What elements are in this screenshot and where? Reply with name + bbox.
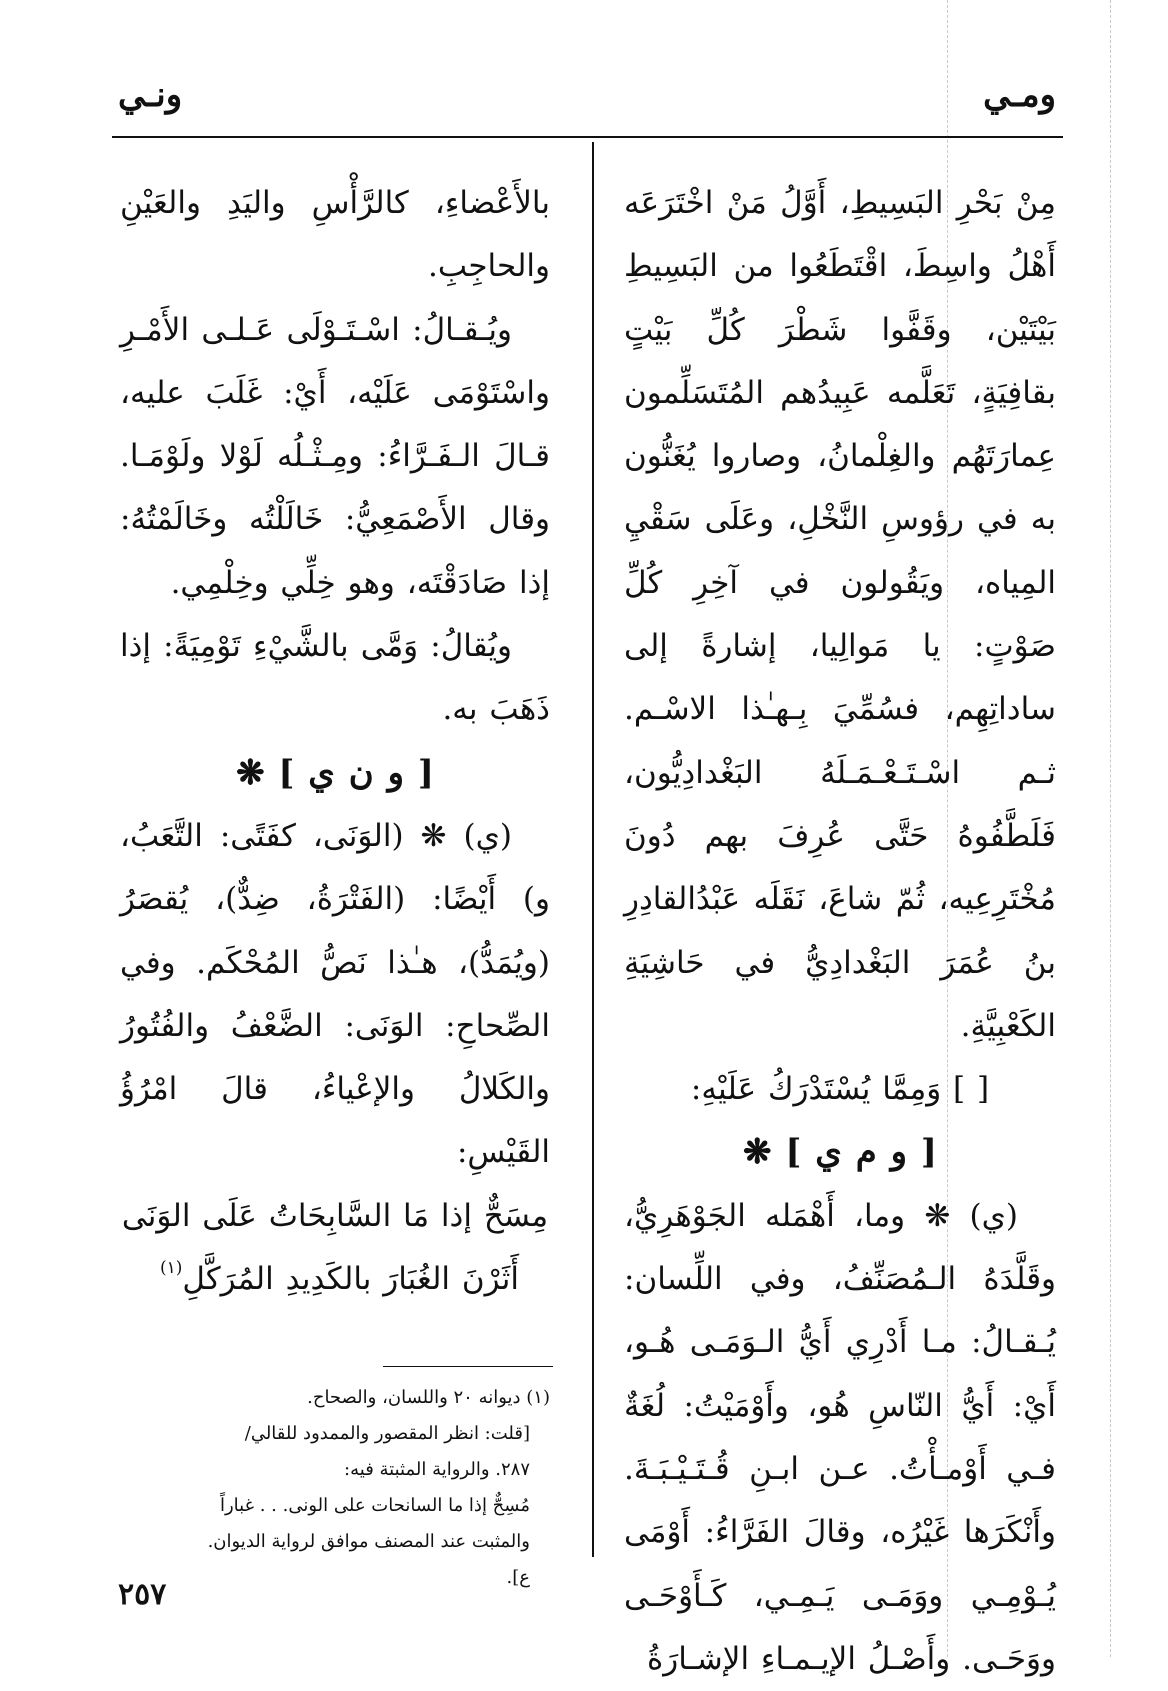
text-line: عَبْدُالقادِرِ بنُ عُمَرَ البَغْدادِيُّ في	[624, 881, 1057, 981]
text-line: الصِّحاحِ: الوَنَى: الضَّعْفُ والفُتُورُ	[120, 1007, 550, 1044]
paragraph-tawmiya	[120, 615, 550, 742]
running-head-right: ومـي	[983, 75, 1056, 115]
column-divider	[592, 142, 594, 1557]
text-line: يُـقـالُ: مـا أَدْرِي أَيُّ الـوَمَـى هُـو،	[624, 1324, 1056, 1361]
paragraph-wany	[120, 805, 550, 1185]
text-line: وقَلَّدَهُ الـمُصَنِّفُ، وفي اللِّسان:	[624, 1261, 1056, 1298]
left-column	[120, 172, 550, 1311]
text-line: ذَهَبَ به.	[442, 691, 550, 728]
running-head-left: ونـي	[118, 75, 183, 115]
text-line: والحاجِبِ.	[428, 248, 550, 285]
entry-heading-wny: [ و ن ي ] ❋	[236, 752, 434, 793]
verse-line-1: مِسَحٌّ إذا مَا السَّابِحَاتُ عَلَى الوَنَى	[121, 1197, 549, 1234]
header-rule	[112, 136, 1063, 138]
footnote-rule	[383, 1366, 553, 1367]
text-line: (ويُمَدُّ)، هـٰذا نَصُّ المُحْكَم. وفي	[120, 944, 550, 981]
footnote-line: مُسِحٌّ إذا ما السانحات على الونى. . . غباراً	[219, 1495, 530, 1516]
paragraph-aadaa	[120, 172, 550, 299]
text-line: رؤوسِ النَّخْلِ، وعَلَى سَقْيِ المِياه،	[624, 501, 1056, 601]
text-line: فـي أَوْمـأْتُ. عـن ابـنِ قُـتَـيْـبَـةَ.	[624, 1450, 1056, 1487]
verse-line-2	[120, 1248, 550, 1311]
text-line: تَعَلَّمه عَبِيدُهم المُتَسَلِّمون عِمارَتَهُم	[624, 374, 1056, 475]
text-line: ووَحَـى. وأَصْـلُ الإيـمـاءِ الإشـارَةُ	[647, 1640, 1056, 1677]
text-line: ويُـقـالُ: اسْـتَـوْلَى عَـلـى الأَمْـرِ	[120, 311, 512, 348]
paragraph-mawaliya	[624, 172, 1056, 1058]
text-line: إذا صَادَقْتَه، وهو خِلِّي وخِلْمِي.	[170, 564, 550, 601]
text-line: والغِلْمانُ، وصاروا يُغَنُّون به في	[624, 438, 1056, 538]
text-line: وأَنْكَرَها غَيْرُه، وقالَ الفَرَّاءُ: أَوْمَى	[624, 1514, 1056, 1551]
text-line: بَيْتَيْن، وقَفَّوا شَطْرَ كُلِّ بَيْتٍ بقافِيَةٍ،	[624, 311, 1056, 411]
footnote-line: [قلت: انظر المقصور والممدود للقالي/	[244, 1423, 530, 1444]
text-line: أَيْ: أَيُّ النّاسِ هُو، وأَوْمَيْتُ: لُغَةٌ	[624, 1387, 1056, 1424]
page-number: ٢٥٧	[118, 1577, 167, 1612]
footnotes	[120, 1380, 550, 1596]
text-line: (ي) ❋ (الوَنَى، كفَتًى: التَّعَبُ،	[120, 817, 512, 854]
text-line: ويَقُولون في آخِرِ كُلِّ صَوْتٍ: يا	[624, 564, 1056, 665]
entry-heading-wmy: [ و م ي ] ❋	[743, 1132, 937, 1173]
text-line: قـالَ الـفَـرَّاءُ: ومِـثْـلُه لَوْلا ولَوْمَـا.	[120, 438, 550, 475]
text-line: بالأَعْضاءِ، كالرَّأْسِ واليَدِ والعَيْنِ	[120, 185, 550, 221]
text-line: مِنْ بَحْرِ البَسِيطِ، أَوَّلُ مَنْ اخْتَرَعَه	[624, 185, 1056, 221]
text-line: يُـوْمِـي ووَمَـى يَـمِـي، كَـأَوْحَـى	[624, 1577, 1056, 1614]
text-line: (ي) ❋ وما، أَهْمَله الجَوْهَرِيُّ،	[624, 1197, 1018, 1234]
footnote-line: والمثبت عند المصنف موافق لرواية الديوان.	[207, 1531, 530, 1552]
text-line: البَغْدادِيُّون، فَلَطَّفُوهُ حَتَّى عُرِفَ	[624, 754, 1056, 854]
text-line: و) أَيْضًا: (الفَتْرَةُ، ضِدٌّ)، يُقصَرُ	[120, 881, 550, 918]
text-line: أَهْلُ واسِطَ، اقْتَطَعُوا من البَسِيطِ	[624, 248, 1056, 285]
footnote-line: ع].	[506, 1567, 530, 1588]
right-column	[624, 172, 1056, 1691]
text-line: ويُقالُ: وَمَّى بالشَّيْءِ تَوْمِيَةً: إذا	[120, 628, 512, 665]
text-line: مَوالِيا، إشارةً إلى ساداتِهِم، فسُمِّيَ	[624, 628, 1057, 728]
mustadrak-note: [ ] وَمِمَّا يُسْتَدْرَكُ عَلَيْهِ:	[690, 1071, 990, 1108]
verse-text: أَثَرْنَ الغُبَارَ بالكَدِيدِ المُرَكَّلِ	[182, 1261, 520, 1298]
paragraph-istawma	[120, 299, 550, 615]
text-line: واسْتَوْمَى عَلَيْه، أَيْ: غَلَبَ عليه،	[120, 374, 550, 411]
text-line: حَاشِيَةِ الكَعْبِيَّةِ.	[624, 944, 1056, 1044]
text-line: والكَلالُ والإعْياءُ، قالَ امْرُؤُ القَيْسِ:	[120, 1071, 550, 1171]
text-line: بهم دُونَ مُخْتَرِعِيه، ثُمّ شاعَ، نَقَلَه	[624, 817, 1056, 918]
footnote-line: (١) ديوانه ٢٠ واللسان، والصحاح.	[307, 1387, 550, 1408]
footnote-reference: (١)	[160, 1258, 183, 1279]
paragraph-wmy	[624, 1185, 1056, 1691]
footnote-line: ٢٨٧. والرواية المثبتة فيه:	[344, 1459, 530, 1480]
text-line: بِـهـٰذا الاسْـم. ثـم اسْـتَـعْـمَـلَهُ	[624, 691, 1056, 791]
text-line: وقال الأَصْمَعِيُّ: خَالَلْتُه وخَالَمْتُهُ:	[120, 501, 550, 538]
page-edge-line	[1110, 0, 1111, 1657]
